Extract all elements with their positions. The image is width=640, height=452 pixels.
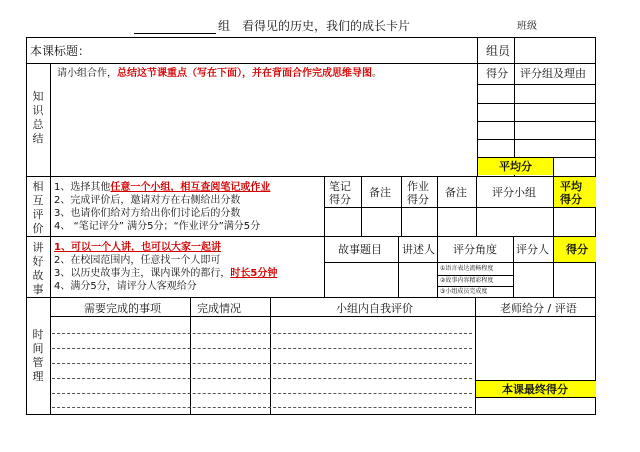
time-col-teacher: 老师给分 / 评语 [500,302,577,315]
peer-instruction-4: 4、 “笔记评分” 满分5分；“作业评分”满分5分 [54,221,261,232]
peer-col-remark-1: 备注 [369,186,391,199]
peer-col-group: 评分小组 [492,186,536,199]
peer-side-label: 相 互 评 价 [32,180,44,235]
time-col-tasks: 需要完成的事项 [84,302,161,315]
peer-notes-score-field[interactable] [326,209,359,234]
story-criteria-2: ②故事内容精彩程度 [440,277,494,284]
peer-remark-2-field[interactable] [439,209,474,234]
knowledge-score-cell-2[interactable] [479,105,512,119]
header-name-blank[interactable] [134,33,216,34]
peer-instruction-1: 1、选择其他任意一个小组，相互查阅笔记或作业 [54,182,271,193]
peer-instruction-3: 3、也请你们给对方给出你们讨论后的分数 [54,208,241,219]
story-title-field[interactable] [326,264,396,295]
time-col-self-eval: 小组内自我评价 [336,302,413,315]
story-criteria-1: ①语言表达流畅程度 [440,265,494,272]
knowledge-score-cell-1[interactable] [479,86,512,101]
story-score-field[interactable] [555,264,594,295]
teacher-comment-field[interactable] [477,318,594,378]
time-status-field[interactable] [192,318,268,413]
story-instruction-4: 4、满分5分，请评分人客观给分 [54,281,197,292]
story-col-teller: 讲述人 [402,243,435,256]
knowledge-group-reason-header: 评分组及理由 [520,67,586,80]
story-col-angle: 评分角度 [453,243,497,256]
story-instruction-2: 2、在校园范围内，任意找一个人即可 [54,255,221,266]
peer-homework-score-field[interactable] [403,209,435,234]
knowledge-score-header: 得分 [486,67,508,80]
story-col-title: 故事题目 [338,243,382,256]
time-col-status: 完成情况 [197,302,241,315]
peer-col-remark-2: 备注 [445,186,467,199]
story-criteria-3: ③小组成员完成度 [440,288,488,295]
class-label: 班级 [517,21,537,32]
peer-col-homework: 作业 得分 [407,180,429,206]
final-score-label: 本课最终得分 [502,383,568,396]
members-label: 组员 [486,44,511,58]
knowledge-score-cell-4[interactable] [479,141,512,155]
members-field[interactable] [516,39,594,61]
peer-remark-1-field[interactable] [363,209,399,234]
knowledge-instruction: 请小组合作，总结这节课重点（写在下面），并在背面合作完成思维导图。 [57,68,382,79]
final-score-field[interactable] [477,399,594,413]
story-instruction-3: 3、以历史故事为主，课内课外的都行，时长5分钟 [54,268,278,279]
time-side-label: 时 间 管 理 [32,328,44,383]
story-instruction-1: 1、可以一个人讲，也可以大家一起讲 [54,242,221,253]
peer-average-field[interactable] [555,209,594,234]
story-rater-field[interactable] [515,264,551,295]
peer-col-average: 平均 得分 [560,180,582,206]
peer-group-field[interactable] [478,209,551,234]
knowledge-average-value[interactable] [555,159,594,174]
story-teller-field[interactable] [400,264,435,295]
lesson-title-field[interactable] [96,39,474,61]
story-col-rater: 评分人 [516,243,549,256]
time-self-eval-field[interactable] [272,318,473,413]
time-tasks-field[interactable] [52,318,188,413]
story-col-score: 得分 [566,243,588,256]
knowledge-score-cell-3[interactable] [479,123,512,137]
peer-instruction-2: 2、完成评价后，邀请对方在右侧给出分数 [54,195,241,206]
knowledge-side-label: 知 识 总 结 [32,90,44,145]
lesson-title-label: 本课标题： [30,44,91,58]
story-side-label: 讲 好 故 事 [32,241,44,296]
page-title: 组 看得见的历史，我们的成长卡片 [218,19,411,33]
knowledge-summary-area[interactable] [52,82,474,174]
peer-col-notes: 笔记 得分 [329,180,351,206]
knowledge-average-label: 平均分 [499,160,532,173]
